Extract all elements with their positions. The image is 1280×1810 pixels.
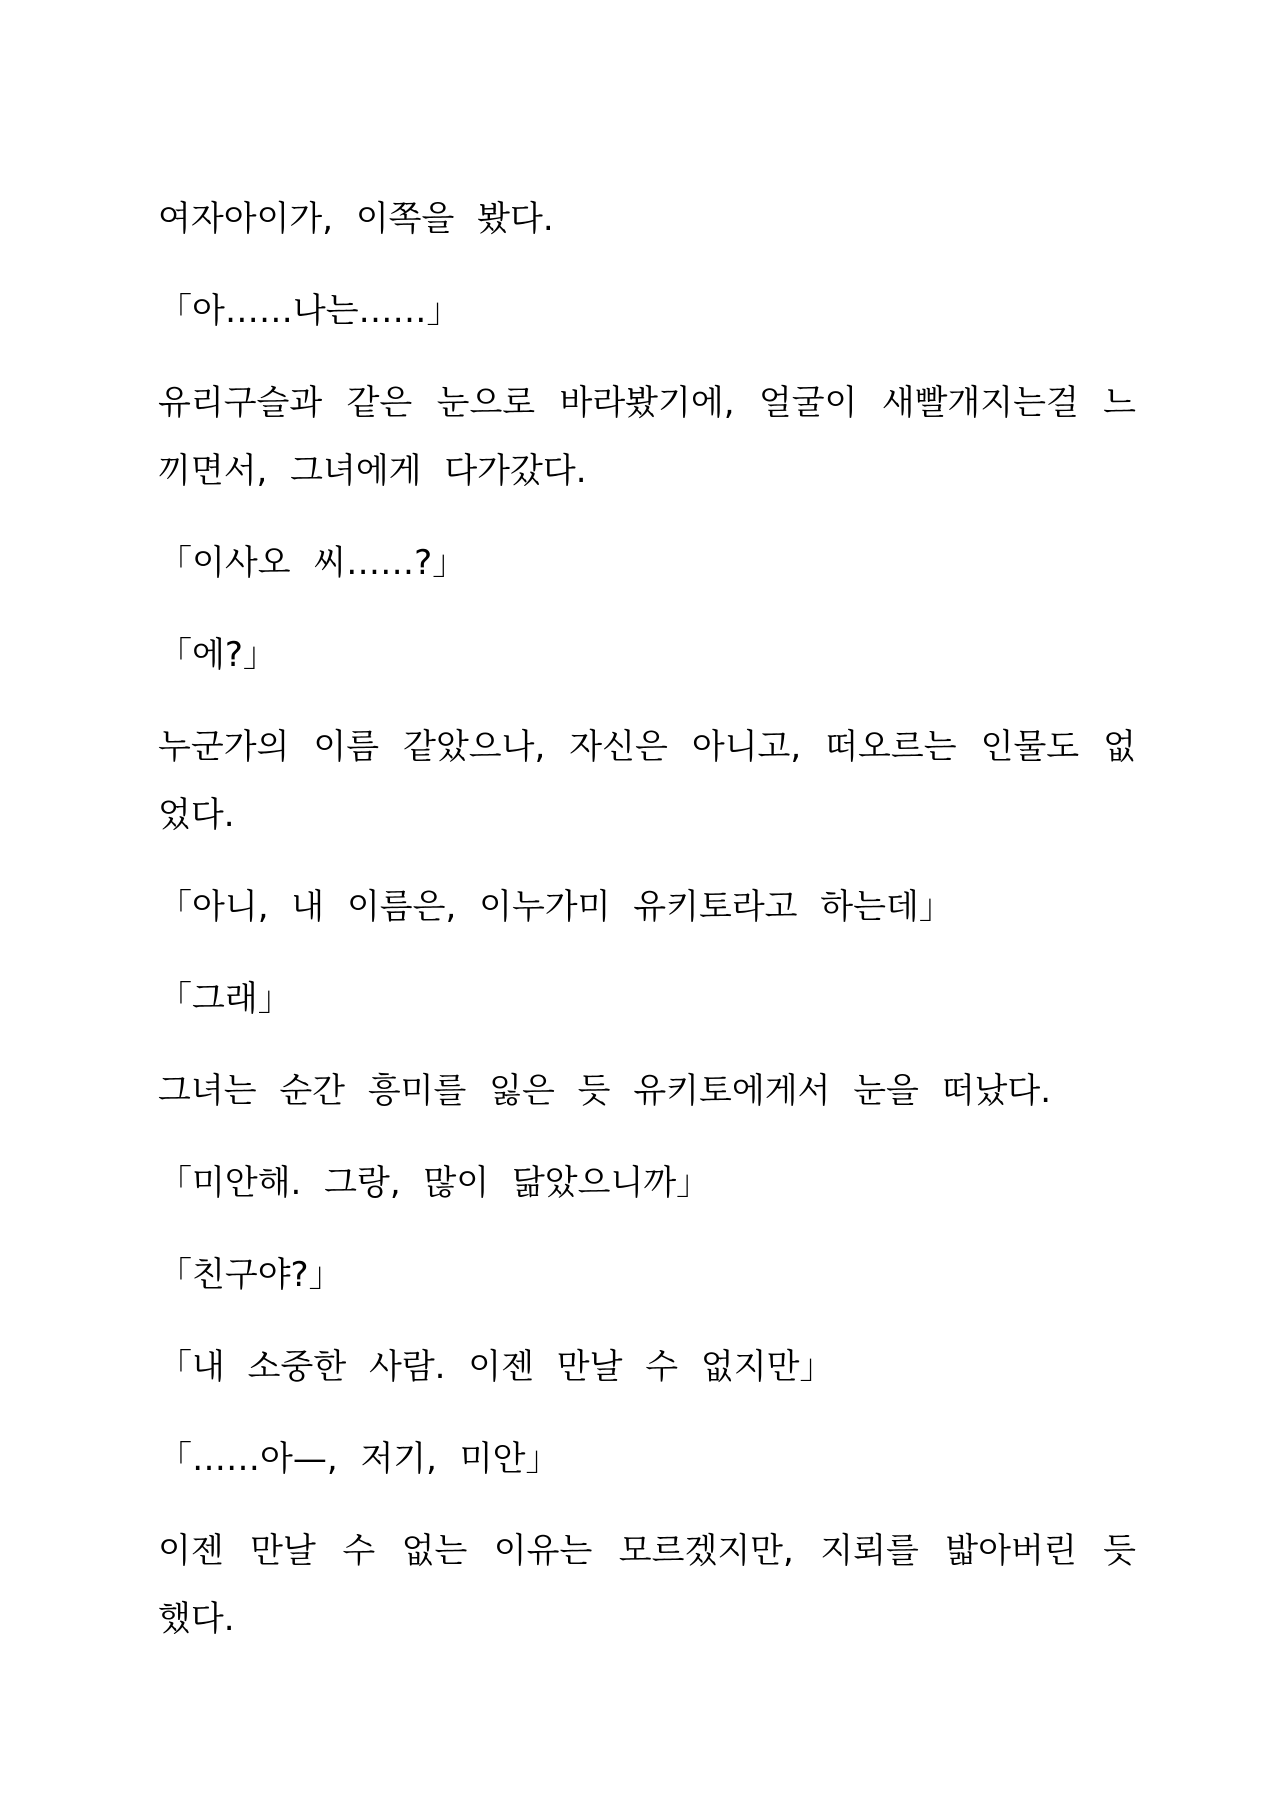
paragraph-narration: 누군가의 이름 같았으나, 자신은 아니고, 떠오르는 인물도 없었다. bbox=[158, 727, 1136, 835]
paragraph-dialogue: 「그래」 bbox=[158, 979, 292, 1019]
paragraph-dialogue: 「아니, 내 이름은, 이누가미 유키토라고 하는데」 bbox=[158, 887, 953, 927]
paragraph-dialogue: 「……아—, 저기, 미안」 bbox=[158, 1439, 560, 1479]
paragraph-dialogue: 「미안해. 그랑, 많이 닮았으니까」 bbox=[158, 1163, 711, 1203]
paragraph-dialogue: 「에?」 bbox=[158, 635, 277, 675]
paragraph-dialogue: 「아……나는……」 bbox=[158, 291, 461, 331]
paragraph-dialogue: 「친구야?」 bbox=[158, 1255, 343, 1295]
paragraph-narration: 여자아이가, 이쪽을 봤다. bbox=[158, 199, 554, 239]
paragraph-narration: 유리구슬과 같은 눈으로 바라봤기에, 얼굴이 새빨개지는걸 느끼면서, 그녀에게 다가갔다. bbox=[158, 383, 1136, 491]
story-text bbox=[158, 185, 1136, 1677]
paragraph-narration: 이젠 만날 수 없는 이유는 모르겠지만, 지뢰를 밟아버린 듯했다. bbox=[158, 1531, 1136, 1639]
paragraph-dialogue: 「내 소중한 사람. 이젠 만날 수 없지만」 bbox=[158, 1347, 834, 1387]
paragraph-narration: 그녀는 순간 흥미를 잃은 듯 유키토에게서 눈을 떠났다. bbox=[158, 1071, 1052, 1111]
paragraph-dialogue: 「이사오 씨……?」 bbox=[158, 543, 467, 583]
